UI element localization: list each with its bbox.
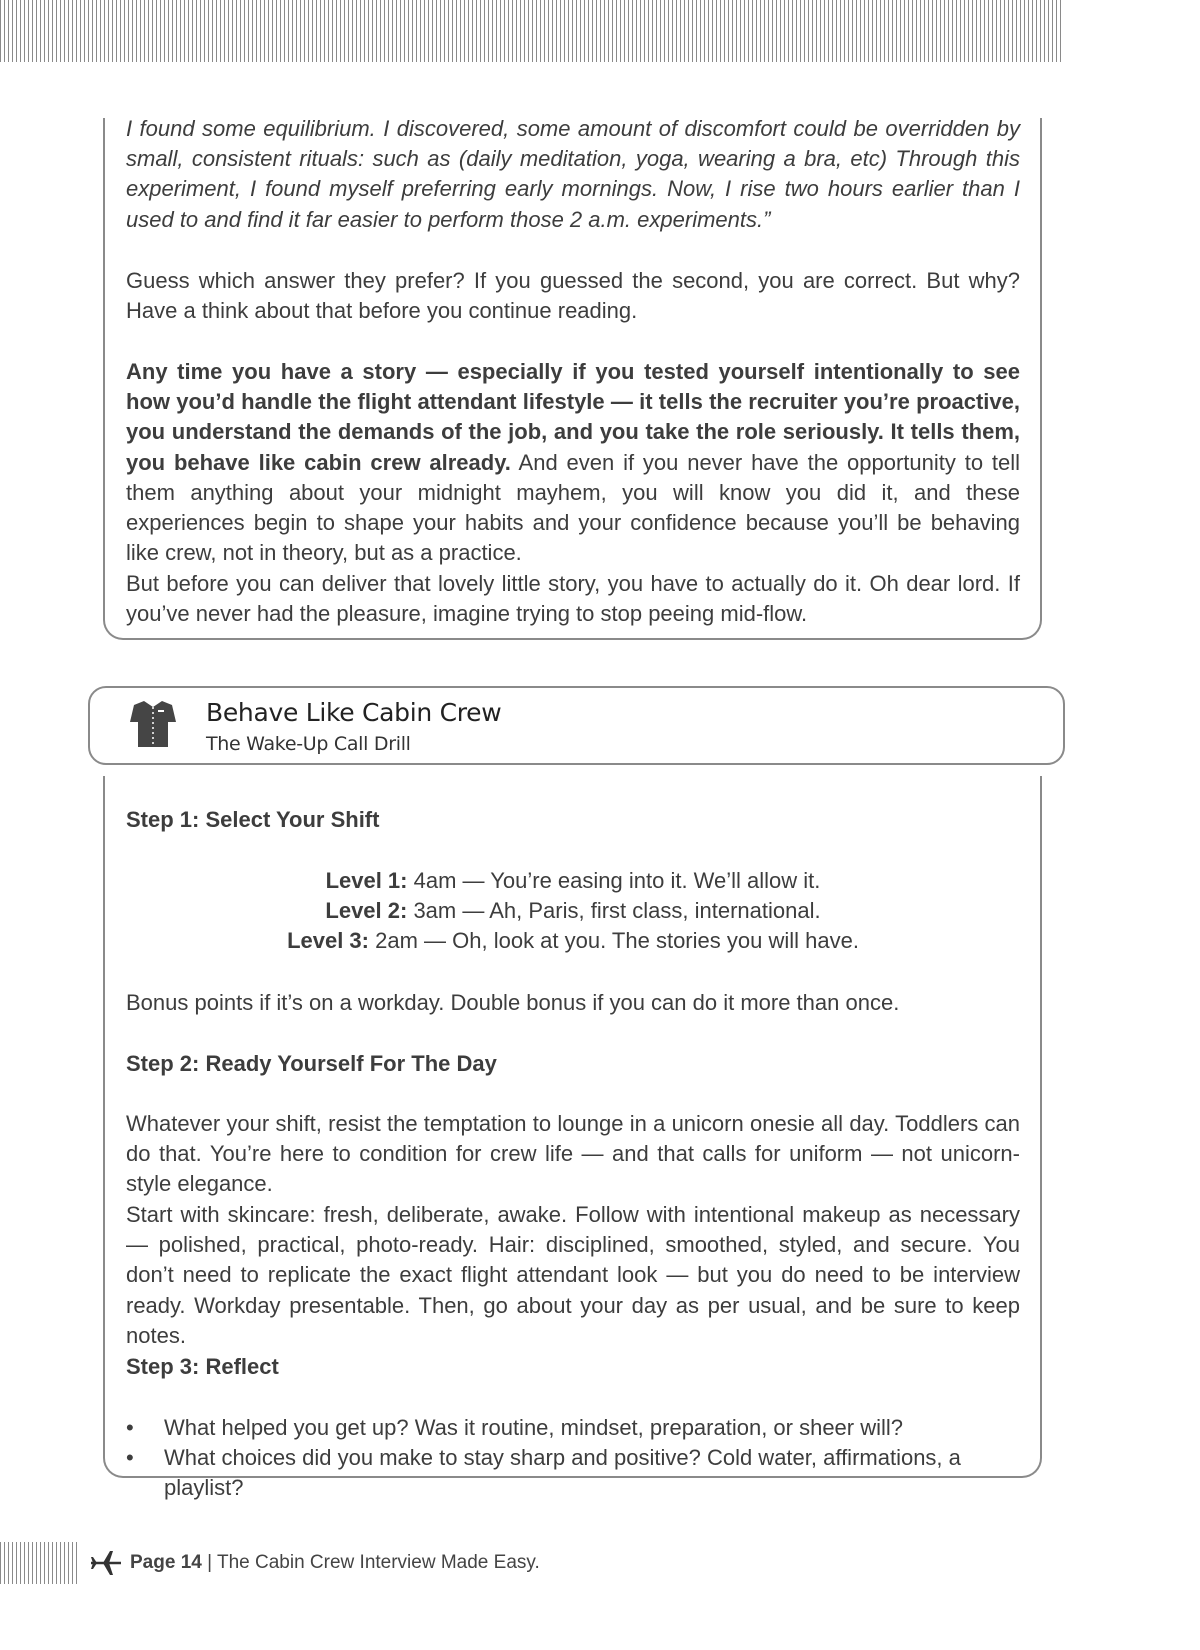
list-item: • What choices did you make to stay sharp and positive? Cold water, affirmations, a playlist?: [126, 1443, 1020, 1503]
level-label: Level 3:: [287, 928, 369, 954]
level-text: 3am — Ah, Paris, first class, international.: [407, 898, 821, 924]
reflect-list: [126, 1413, 1020, 1504]
step2-paragraph-2: Start with skincare: fresh, deliberate, awake. Follow with intentional makeup as necessary — polished, practical, photo-ready. Hair: disciplined, smoothed, styled, and secure. You don’t need to replicate the exact flight attendant look — but you do need to be interview ready. Workday presentable. Then, go about your day as per usual, and be sure to keep notes.: [126, 1202, 1020, 1348]
bonus-paragraph: Bonus points if it’s on a workday. Double bonus if you can do it more than once.: [126, 990, 900, 1015]
closing-paragraph: But before you can deliver that lovely little story, you have to actually do it. Oh dear lord. If you’ve never had the pleasure, imagine trying to stop peeing mid-flow.: [126, 571, 1020, 627]
footer-separator: |: [201, 1552, 217, 1573]
level-3-line: [126, 926, 1020, 956]
airplane-icon: [90, 1550, 122, 1576]
quote-paragraph: I found some equilibrium. I discovered, some amount of discomfort could be overridden by small, consistent rituals: such as (daily meditation, yoga, wearing a bra, etc) Through this experiment, I found myself preferring early mornings. Now, I rise two hours earlier than I used to and find it far easier to perform those 2 a.m. experiments.”: [126, 116, 1020, 232]
level-text: 2am — Oh, look at you. The stories you will have.: [369, 928, 859, 954]
book-title: The Cabin Crew Interview Made Easy.: [216, 1552, 540, 1573]
story-paragraph: [126, 357, 1020, 568]
section-title: Behave Like Cabin Crew: [206, 698, 502, 727]
step2-paragraph-1: Whatever your shift, resist the temptation to lounge in a unicorn onesie all day. Toddlers can do that. You’re here to condition for crew life — and that calls for uniform — not unicorn-style elegance.: [126, 1111, 1020, 1197]
page-number: Page 14: [130, 1552, 202, 1573]
footer-stripe-decoration: [0, 1542, 80, 1584]
story-paragraph-bold: Any time you have a story — especially if you tested yourself intentionally to see how you’d handle the flight attendant lifestyle — it tells the recruiter you’re proactive, you understand the demands of the job, and you take the role seriously. It tells them, you behave like cabin crew already.: [126, 359, 1020, 475]
level-1-line: [126, 866, 1020, 896]
step1-heading: Step 1: Select Your Shift: [126, 807, 380, 832]
level-label: Level 2:: [325, 898, 408, 924]
shirt-icon: [130, 700, 176, 748]
step3-heading: Step 3: Reflect: [126, 1354, 279, 1379]
story-paragraph-rest: And even if you never have the opportunity to tell them anything about your midnight mayhem, you will know you did it, and these experiences begin to shape your habits and your confidence because you’ll be behaving like crew, not in theory, but as a practice.: [126, 449, 1021, 566]
level-text: 4am — You’re easing into it. We’ll allow it.: [407, 868, 821, 893]
section-subtitle: The Wake-Up Call Drill: [206, 733, 411, 755]
level-label: Level 1:: [325, 868, 408, 893]
levels-list: [126, 866, 1020, 957]
step2-heading: Step 2: Ready Yourself For The Day: [126, 1051, 497, 1076]
top-stripe-decoration: [0, 0, 1063, 62]
answer-paragraph: Guess which answer they prefer? If you guessed the second, you are correct. But why? Have a think about that before you continue reading.: [126, 268, 1020, 324]
footer-text: [130, 1552, 540, 1574]
level-2-line: [126, 896, 1020, 926]
list-item: • What helped you get up? Was it routine, mindset, preparation, or sheer will?: [126, 1413, 1020, 1443]
